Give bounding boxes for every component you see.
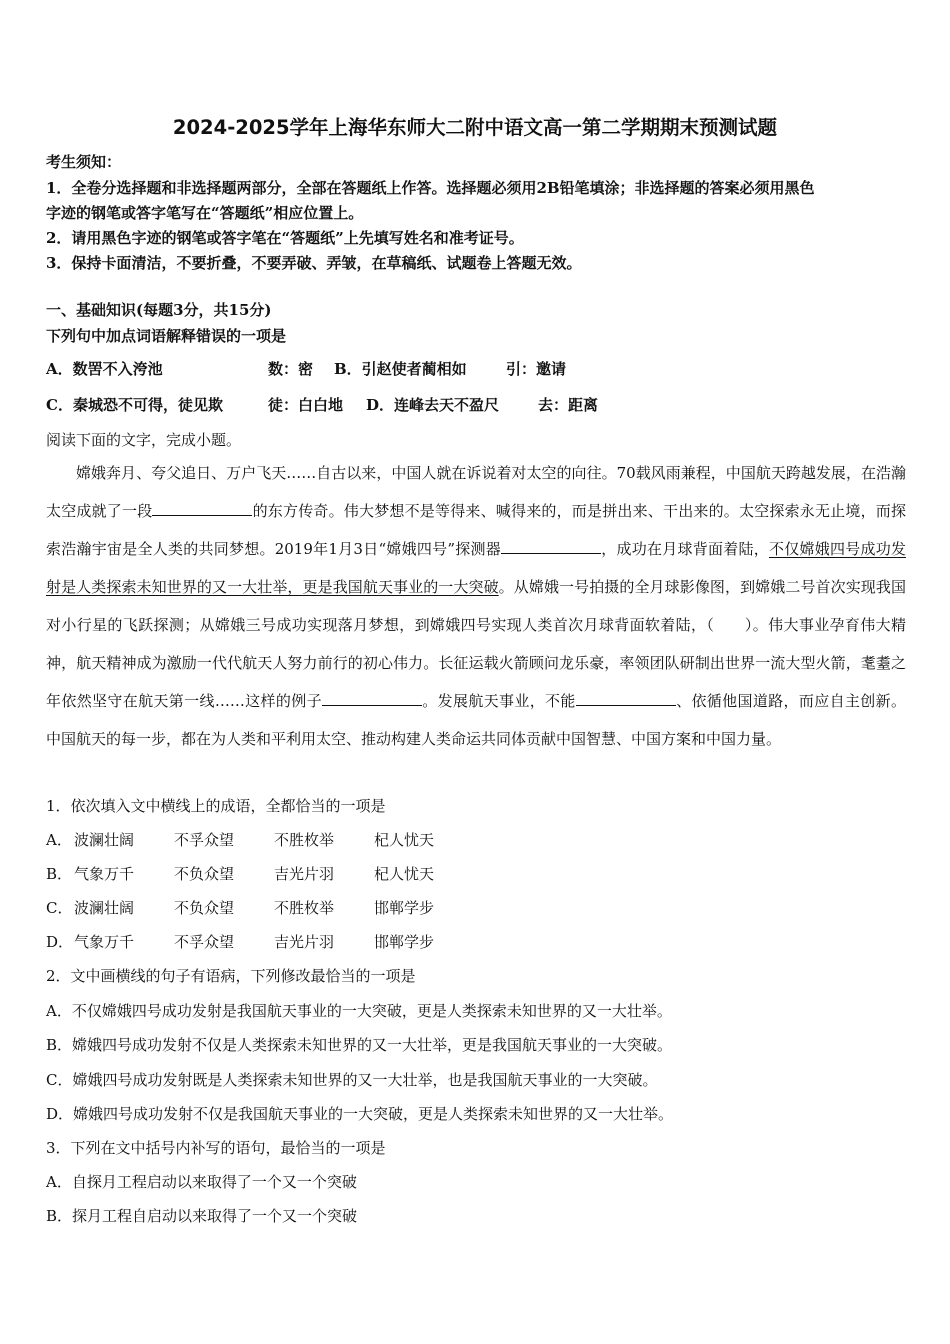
- option-c: C．秦城恐不可得，徒见欺: [46, 396, 223, 414]
- notice-item-1a: 1．全卷分选择题和非选择题两部分，全部在答题纸上作答。选择题必须用2B铅笔填涂；非选择题的答案必须用黑色: [46, 179, 815, 197]
- option-row-cd: [46, 395, 598, 415]
- question-3-option-b: B．探月工程自启动以来取得了一个又一个突破: [46, 1207, 358, 1225]
- question-2-option-c: C．嫦娥四号成功发射既是人类探索未知世界的又一大壮举，也是我国航天事业的一大突破。: [46, 1071, 658, 1089]
- section-heading: 一、基础知识(每题3分，共15分): [46, 301, 272, 319]
- question-2-option-d: D．嫦娥四号成功发射不仅是我国航天事业的一大突破，更是人类探索未知世界的又一大壮举。: [46, 1105, 674, 1123]
- passage-text-4: 。从嫦娥一号拍摄的全月球影像图，到嫦娥二号首次实现我国对小行星的飞跃探测；从嫦娥三号成功实现落月梦想，到嫦娥四号实现人类首次月球背面软着陆，（ ）。伟大事业孕育伟大精神，航天精神成为激励一代代航天人努力前行的初心伟力。长征运载火箭顾问龙乐豪，率领团队研制出世界一流大型火箭，耄耋之年依然坚守在航天第一线……这样的例子: [46, 578, 906, 710]
- notice-item-1b: 字迹的钢笔或答字笔写在“答题纸”相应位置上。: [46, 204, 364, 222]
- passage-text-2: 的东方传奇。伟大梦想不是等得来、喊得来的，而是拼出来、干出来的。太空探索永无止境，而探索浩瀚宇宙是全人类的共同梦想。2019年1月3日“嫦娥四号”探测器: [46, 502, 906, 558]
- answer-blank: [152, 499, 252, 516]
- question-2-stem: 2．文中画横线的句子有语病，下列修改最恰当的一项是: [46, 967, 416, 985]
- option-d: D．连峰去天不盈尺: [366, 396, 500, 414]
- passage-text-1: 嫦娥奔月、夸父追日、万户飞天……自古以来，中国人就在诉说着对太空的向往。70载风雨兼程，中国航天跨越发展，在浩瀚太空成就了一段: [46, 464, 906, 520]
- answer-blank: [322, 689, 422, 706]
- option-b: B．引赵使者蔺相如: [334, 360, 467, 378]
- question-2-option-b: B．嫦娥四号成功发射不仅是人类探索未知世界的又一大壮举，更是我国航天事业的一大突破。: [46, 1036, 673, 1054]
- question-2-option-a: A．不仅嫦娥四号成功发射是我国航天事业的一大突破，更是人类探索未知世界的又一大壮举。: [46, 1002, 672, 1020]
- option-d-explanation: 去：距离: [538, 396, 599, 414]
- answer-blank: [576, 689, 676, 706]
- question-3-stem: 3．下列在文中括号内补写的语句，最恰当的一项是: [46, 1139, 386, 1157]
- option-b-explanation: 引：邀请: [506, 360, 567, 378]
- option-a-explanation: 数：密: [268, 360, 314, 378]
- underlined-sentence: 不仅嫦娥四号成功发射是人类探索未知世界的又一大壮举，更是我国航天事业的一大突破: [46, 540, 906, 596]
- question-1-stem: 1．依次填入文中横线上的成语，全都恰当的一项是: [46, 797, 386, 815]
- question-1-option-d: D．气象万千 不孚众望 吉光片羽 邯郸学步: [46, 933, 435, 951]
- answer-blank: [501, 537, 601, 554]
- reading-intro: 阅读下面的文字，完成小题。: [46, 431, 242, 449]
- page-title: 2024-2025学年上海华东师大二附中语文高一第二学期期末预测试题: [172, 116, 778, 139]
- reading-passage: [46, 454, 906, 758]
- question-1-option-c: C． 波澜壮阔 不负众望 不胜枚举 邯郸学步: [46, 899, 435, 917]
- question-1-option-b: B． 气象万千 不负众望 吉光片羽 杞人忧天: [46, 865, 435, 883]
- passage-text-5: 。发展航天事业，不能: [421, 692, 576, 710]
- passage-text-3: ，成功在月球背面着陆，: [601, 540, 769, 558]
- option-row-ab: [46, 359, 566, 379]
- option-c-explanation: 徒：白白地: [268, 396, 344, 414]
- notice-heading: 考生须知：: [46, 153, 122, 171]
- notice-item-3: 3．保持卡面清洁，不要折叠，不要弄破、弄皱，在草稿纸、试题卷上答题无效。: [46, 254, 582, 272]
- question-stem: 下列句中加点词语解释错误的一项是: [46, 327, 287, 345]
- option-a: A．数罟不入洿池: [46, 360, 163, 378]
- question-3-option-a: A．自探月工程启动以来取得了一个又一个突破: [46, 1173, 357, 1191]
- question-1-option-a: A． 波澜壮阔 不孚众望 不胜枚举 杞人忧天: [46, 831, 435, 849]
- notice-item-2: 2．请用黑色字迹的钢笔或答字笔在“答题纸”上先填写姓名和准考证号。: [46, 229, 524, 247]
- passage-text-6: 、依循他国道路，而应自主创新。中国航天的每一步，都在为人类和平利用太空、推动构建人类命运共同体贡献中国智慧、中国方案和中国力量。: [46, 692, 906, 748]
